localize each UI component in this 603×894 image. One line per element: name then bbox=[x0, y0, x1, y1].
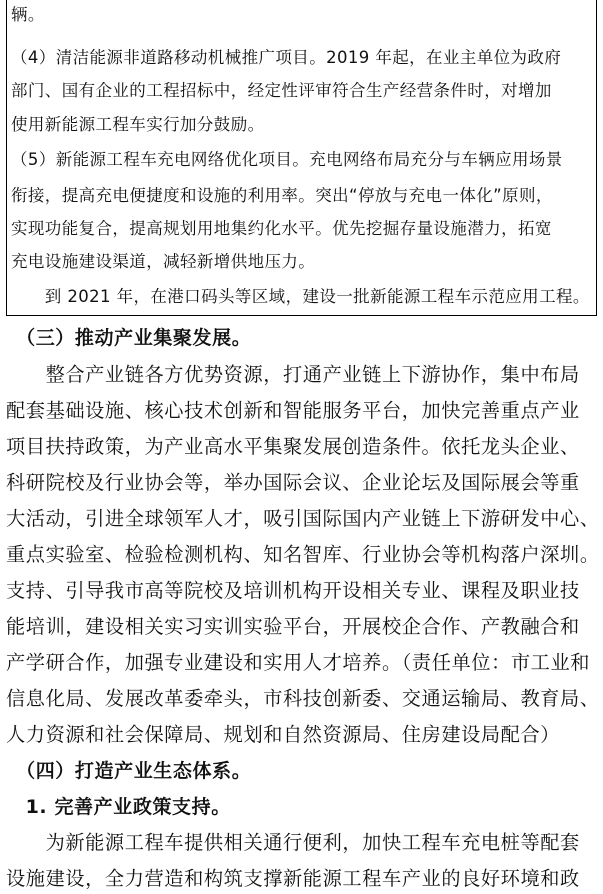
box-line: 使用新能源工程车实行加分鼓励。 bbox=[11, 115, 265, 134]
box-line: （5）新能源工程车充电网络优化项目。充电网络布局充分与车辆应用场景 bbox=[11, 150, 563, 169]
sub-heading: 1. 完善产业政策支持。 bbox=[6, 796, 231, 818]
paragraph-line: 大活动，引进全球领军人才，吸引国际国内产业链上下游研发中心、 bbox=[6, 507, 600, 530]
paragraph-line: 产学研合作，加强专业建设和实用人才培养。（责任单位：市工业和 bbox=[6, 651, 591, 674]
paragraph-line: 支持、引导我市高等院校及培训机构开设相关专业、课程及职业技 bbox=[6, 579, 580, 602]
section-heading: （三）推动产业集聚发展。 bbox=[6, 327, 252, 349]
paragraph-line: 设施建设，全力营造和构筑支撑新能源工程车产业的良好环境和政 bbox=[6, 867, 580, 890]
paragraph-line: 配套基础设施、核心技术创新和智能服务平台，加快完善重点产业 bbox=[6, 399, 580, 422]
paragraph-line: 人力资源和社会保障局、规划和自然资源局、住房建设局配合） bbox=[6, 723, 561, 746]
section-heading: （四）打造产业生态体系。 bbox=[6, 760, 252, 782]
box-line: 实现功能复合，提高规划用地集约化水平。优先挖掘存量设施潜力，拓宽 bbox=[11, 219, 552, 238]
project-box bbox=[6, 0, 597, 316]
box-line: 到 2021 年，在港口码头等区域，建设一批新能源工程车示范应用工程。 bbox=[11, 287, 590, 306]
paragraph-line: 能培训，建设相关实习实训实验平台，开展校企合作、产教融合和 bbox=[6, 615, 580, 638]
box-line: 衔接，提高充电便捷度和设施的利用率。突出“停放与充电一体化”原则， bbox=[11, 186, 553, 205]
box-line: 部门、国有企业的工程招标中，经定性评审符合生产经营条件时，对增加 bbox=[11, 81, 552, 100]
paragraph-line: 为新能源工程车提供相关通行便利，加快工程车充电桩等配套 bbox=[6, 831, 580, 854]
paragraph-line: 整合产业链各方优势资源，打通产业链上下游协作，集中布局 bbox=[6, 363, 580, 386]
box-line: 充电设施建设渠道，减轻新增供地压力。 bbox=[11, 252, 316, 271]
paragraph-line: 信息化局、发展改革委牵头，市科技创新委、交通运输局、教育局、 bbox=[6, 687, 600, 710]
paragraph-line: 科研院校及行业协会等，举办国际会议、企业论坛及国际展会等重 bbox=[6, 471, 580, 494]
box-line: （4）清洁能源非道路移动机械推广项目。2019 年起，在业主单位为政府 bbox=[11, 48, 562, 67]
paragraph-line: 项目扶持政策，为产业高水平集聚发展创造条件。依托龙头企业、 bbox=[6, 435, 580, 458]
box-line: 辆。 bbox=[11, 5, 45, 24]
paragraph-line: 重点实验室、检验检测机构、知名智库、行业协会等机构落户深圳。 bbox=[6, 543, 600, 566]
